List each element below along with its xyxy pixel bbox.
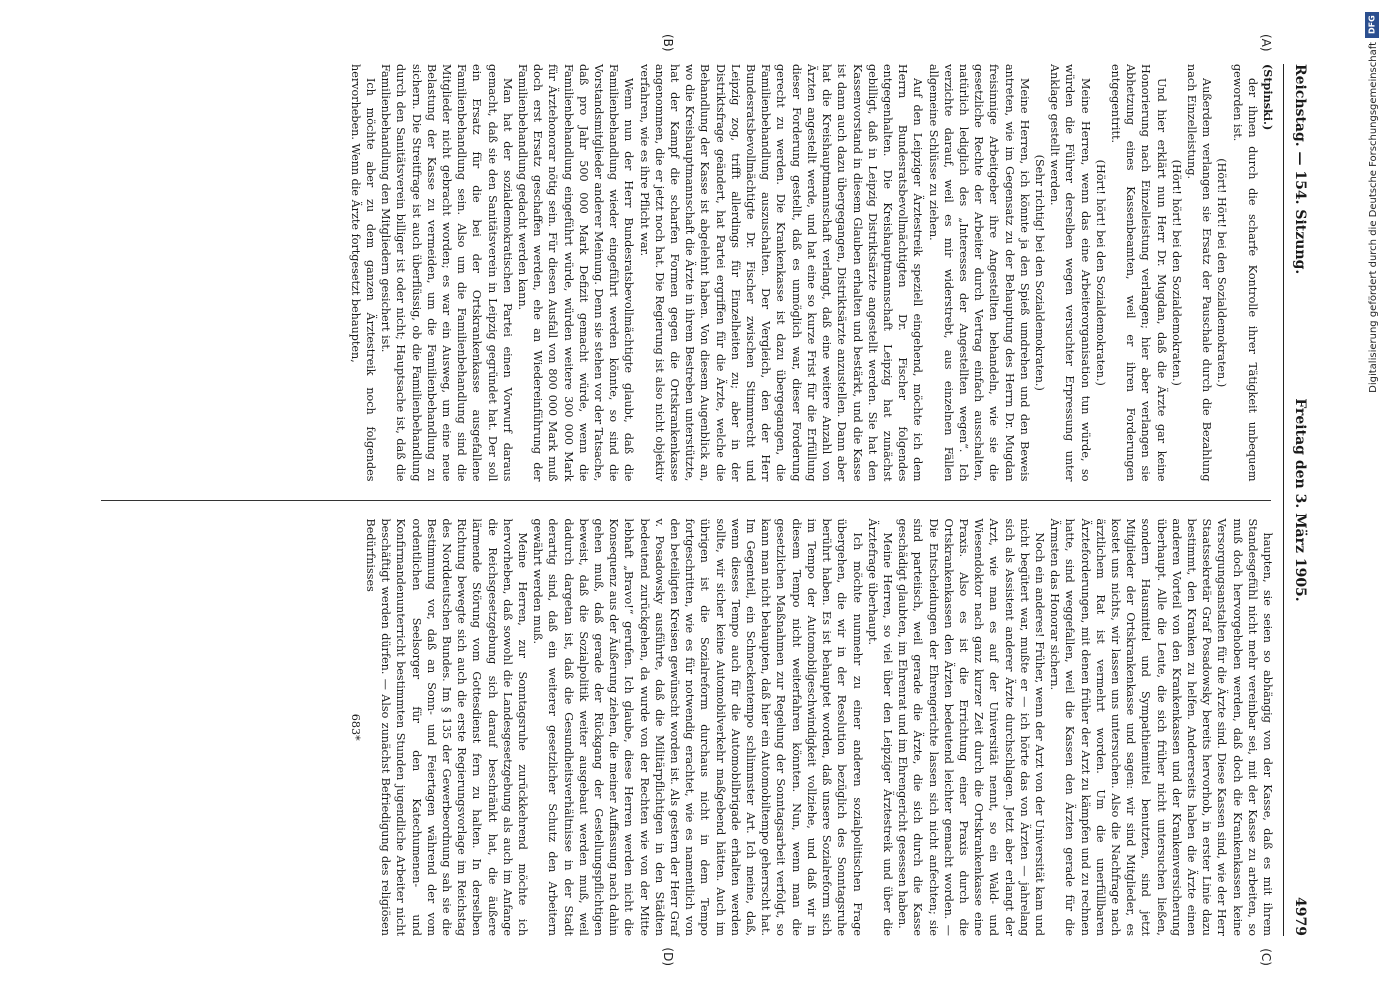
paragraph: Und hier erklärt nun Herr Dr. Mugdan, daß die Ärzte gar keine Honorierung nach Einzelleistung verlangen; hier aber verlangen sie Abhetzung eines Kassenbeamten, weil er ihren Forderungen entgegentritt.: [1108, 64, 1168, 482]
header-date: Freitag den 3. März 1905.: [1292, 398, 1308, 602]
text-columns: [95, 34, 1275, 966]
dfg-logo: DFG: [1365, 12, 1379, 38]
paragraph: Meine Herren, so viel über den Leipziger Ärztestreik und über die Ärztefrage überhaupt.: [865, 518, 894, 936]
paragraph: Meine Herren, zur Sonntagsruhe zurückkehrend möchte ich hervorheben, daß sowohl die Landesgesetzgebung als auch im Anfange die Reichsgesetzgebung sich darauf beschränkt hat, die äußere lärmende Störung vom Gottesdienst fern zu halten. In derselben Richtung bewegte sich auch die erste Regierungsvorlage im Reichstag des Norddeutschen Bundes. Im § 135 der Gewerbeordnung sah sie die Bestimmung vor, daß an Sonn- und Feiertagen während der vom ordentlichen Seelsorger für den Katechumenen- und Konfirmandenunterricht bestimmten Stunden jugendliche Arbeiter nicht beschäftigt werden dürfen. — Also zunächst Befriedigung des religiösen Bedürfnisses: [364, 518, 530, 936]
header-session: Reichstag. — 154. Sitzung.: [1292, 64, 1308, 275]
paragraph: Noch ein anderes! Früher, wenn der Arzt von der Universität kam und nicht begütert war, mußte er — ich hörte das von Ärzten — jahrelang sich als Assistent anderer Ärzte durchschlagen. Jetzt aber erlangt der Arzt, wie man es auf der Universität nennt, so ein Wald- und Wiesendoktor nach ganz kurzer Zeit durch die Ortskrankenkasse eine Praxis. Also es ist die Errichtung einer Praxis durch die Ortskrankenkassen den Ärzten bedeutend leichter gemacht worden. — Die Entscheidungen der Ehrengerichte lassen sich nicht anfechten; sie sind parteiisch, weil gerade die Ärzte, die sich durch die Kasse geschädigt glaubten, im Ehrenrat und im Ehrengericht gesessen haben.: [896, 518, 1046, 936]
paragraph: Wenn nun der Herr Bundesratsbevollmächtigte glaubt, daß die Familienbehandlung wieder eingeführt werden könnte, so sind die Vorstandsmitglieder anderer Meinung. Denn sie stehen vor der Tatsache, daß pro Jahr 500 000 Mark Defizit gemacht würde, wenn die Familienbehandlung eingeführt würde, würden weitere 300 000 Mark für Ärztehonorar nötig sein. Für diesen Ausfall von 800 000 Mark muß doch erst Ersatz geschaffen werden, ehe an Wiedereinführung der Familienbehandlung gedacht werden kann.: [516, 64, 636, 482]
margin-marker-d: (D): [661, 947, 675, 966]
right-column: [95, 518, 1275, 966]
paragraph: haupten, sie seien so abhängig von der Kasse, daß es mit ihrem Standesgefühl nicht mehr vereinbar sei, mit der Kasse zu arbeiten, so muß doch hervorgehoben werden, daß doch die Krankenkassen keine Versorgungsanstalten für die Ärzte sind. Diese Kassen sind, wie der Herr Staatssekretär Graf Posadowsky bereits hervorhob, in erster Linie dazu bestimmt, den Kranken zu helfen. Andererseits haben die Ärzte einen anderen Vorteil von den Krankenkassen und der Krankenversicherung überhaupt. Alle die Leute, die sich früher nicht untersuchen ließen, sondern Hausmittel und Sympathiemittel benutzten, sind jetzt Mitglieder der Ortskrankenkasse und sagen: wir sind Mitglieder, es kostet uns nichts, wir lassen uns untersuchen. Also die Nachfrage nach ärztlichem Rat ist vermehrt worden. Um die unerfüllbaren Ärzteforderungen, mit denen früher der Arzt zu kämpfen und zu rechnen hatte, sind weggefallen, weil die Kassen den Ärzten gerade für die Ärmsten das Honorar sichern.: [1048, 518, 1274, 936]
paragraph: Man hat der sozialdemokratischen Partei einen Vorwurf daraus gemacht, daß sie den Sanitätsverein in Leipzig gegründet hat. Der soll ein Ersatz für die bei der Ortskrankenkasse ausgefallene Familienbehandlung sein. Also um die Familienbehandlung sind die Mitglieder nicht gebracht worden; es war ein Ausweg, um eine neue Belastung der Kasse zu vermeiden, um die Familienbehandlung zu sichern. Die Streitfrage ist auch überflüssig, ob die Familienbehandlung durch den Sanitätsverein billiger ist oder nicht; Hauptsache ist, daß die Familienbehandlung den Mitgliedern gesichert ist.: [379, 64, 514, 482]
paragraph: Außerdem verlangen sie Ersatz der Pauschale durch die Bezahlung nach Einzelleistung.: [1184, 64, 1214, 482]
digitization-credit: [1365, 6, 1379, 1000]
paragraph: der ihnen durch die scharfe Kontrolle ihrer Tätigkeit unbequem geworden ist.: [1230, 64, 1259, 482]
left-column: [95, 34, 1275, 482]
page-header: [1283, 64, 1310, 936]
rotated-page: [50, 30, 1332, 970]
paragraph: Meine Herren, ich könnte ja den Spieß umdrehen und den Beweis antreten, wie im Gegensatz zu der Behauptung des Herrn Dr. Mugdan freisinnige Arbeitgeber ihre Angestellten behandeln, wie sie die gesetzliche Rechte der Arbeiter durch Vertrag einfach ausschalten, natürlich lediglich des „Interesses der Angestellten wegen“. Ich verzichte darauf, weil es mir widerstrebt, aus einzelnen Fällen allgemeine Schlüsse zu ziehen.: [926, 64, 1031, 482]
margin-marker-c: (C): [1259, 948, 1273, 966]
paragraph: Meine Herren, wenn das eine Arbeiterorganisation tun würde, so würden die Führer derselben wegen versuchter Erpressung unter Anklage gestellt werden.: [1048, 64, 1092, 482]
signature-mark: 683*: [348, 713, 362, 741]
interjection: (Sehr richtig! bei den Sozialdemokraten.): [1032, 154, 1046, 391]
paragraph: Ich möchte nunmehr zu einer anderen sozialpolitischen Frage übergehen, die wir in der Resolution bezüglich des Sonntagsruhe berührt haben. Es ist behauptet worden, daß unsere Sozialreform sich im Tempo der Automobilgeschwindigkeit vollziehe, und daß wir in diesem Tempo nicht weiterfahren könnten. Nun, wenn man die gesetzlichen Maßnahmen zur Regelung der Sonntagsarbeit verfolgt, so kann man nicht behaupten, daß hier ein Automobiltempo geherrscht hat. Im Gegenteil, ein Schneckentempo schlimmster Art. Ich meine, daß, wenn dieses Tempo auch für die Automobilbrigade erhalten werden sollte, wir sicher keine Automobilverkehr maßgebend hätten. Auch im übrigen ist die Sozialreform durchaus nicht in dem Tempo fortgeschritten, wie es für notwendig erachtet, wie es namentlich von den beteiligten Kreisen gewünscht worden ist. Als gestern der Herr Graf v. Posadowsky ausführte, daß die Militärpflichtigen in den Städten bedeutend zurückgehen, da wurde von der Rechten wie von der Mitte lebhaft „Bravo!“ gerufen. Ich glaube, diese Herren werden nicht die Konsequenz aus der Äußerung ziehen, die meiner Auffassung nach dahin gehen muß, daß gerade der Rückgang der Gestellungspflichtigen beweist, daß die Sozialpolitik weiter ausgebaut werden muß, weil dadurch dargetan ist, daß die Gesundheitsverhältnisse in der Stadt derartig sind, daß ein weiterer gesetzlicher Schutz den Arbeitern gewährt werden muß.: [531, 518, 864, 936]
margin-marker-a: (A): [1259, 34, 1273, 52]
paragraph: Auf den Leipziger Ärztestreik speziell eingehend, möchte ich dem Herrn Bundesratsbevollmächtigten Dr. Fischer folgendes entgegenhalten. Die Kreishauptmannschaft Leipzig hat zunächst gebilligt, daß in Leipzig Distriktsärzte angestellt werden. Sie hat den Kassenvorstand in diesem Glauben erhalten und bestärkt, und die Kasse ist dann auch dazu übergegangen, Distriktsärzte anzustellen. Dann aber hat die Kreishauptmannschaft verlangt, daß eine weitere Anzahl von Ärzten angestellt werde, und hat eine so kurze Frist für die Erfüllung dieser Forderung gestellt, daß es unmöglich war, dieser Forderung gerecht zu werden. Die Krankenkasse ist dazu übergegangen, die Familienbehandlung auszuschalten. Der Vergleich, den der Herr Bundesratsbevollmächtigte Dr. Fischer zwischen Stimmrecht und Leipzig zog, trifft allerdings für Einzelheiten zu; aber in der Distriktsfrage geändert, hat Partei ergriffen für die Ärzte, welche die Behandlung der Kasse ist abgelehnt haben. Von diesem Augenblick an, wo die Kreishauptmannschaft die Ärzte in ihrem Bestreben unterstützte, hat der Kampf die scharfen Formen gegen die Ortskrankenkasse angenommen, die er jetzt noch hat. Die Regierung ist also nicht objektiv verfahren, wie es ihre Pflicht war.: [637, 64, 925, 482]
column-divider: [101, 500, 1271, 501]
paragraph: Ich möchte aber zu dem ganzen Ärztestreik noch folgendes hervorheben. Wenn die Ärzte fortgesetzt behaupten,: [348, 64, 378, 482]
credit-text: Digitalisierung gefördert durch die Deutsche Forschungsgemeinschaft: [1368, 42, 1379, 393]
speaker-label: (Stpinski.): [1261, 64, 1275, 131]
interjection: (Hört! Hört! bei den Sozialdemokraten.): [1215, 158, 1229, 388]
page-number: 4979: [1292, 897, 1308, 936]
margin-marker-b: (B): [661, 34, 675, 52]
interjection: (Hört! hört! bei den Sozialdemokraten.): [1093, 159, 1107, 386]
interjection: (Hört! hört! bei den Sozialdemokraten.): [1169, 159, 1183, 386]
